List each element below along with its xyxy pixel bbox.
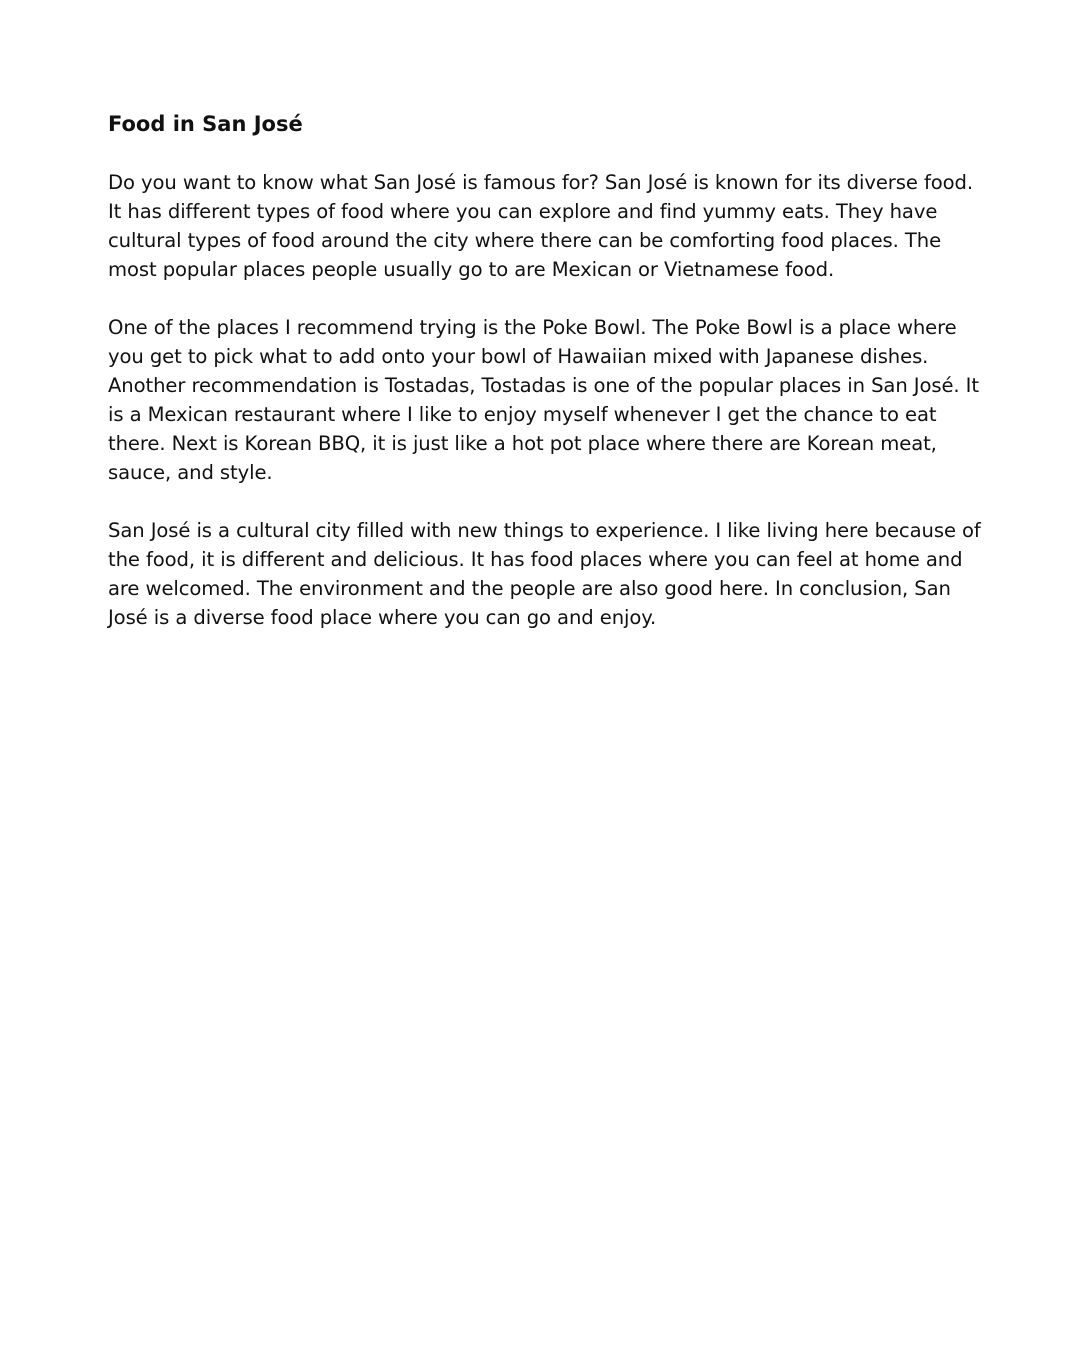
paragraph-recommendations: One of the places I recommend trying is the Poke Bowl. The Poke Bowl is a place where you get to pick what to add onto your bowl of Hawaiian mixed with Japanese dishes. Another recommendation is Tostadas, Tostadas is one of the popular places in San José. It is a Mexican restaurant where I like to enjoy myself whenever I get the chance to eat there. Next is Korean BBQ, it is just like a hot pot place where there are Korean meat, sauce, and style. — [108, 316, 979, 484]
paragraph-conclusion: San José is a cultural city filled with new things to experience. I like living here because of the food, it is different and delicious. It has food places where you can feel at home and are welcomed. The environment and the people are also good here. In conclusion, San José is a diverse food place where you can go and enjoy. — [108, 519, 981, 629]
paragraph-intro: Do you want to know what San José is famous for? San José is known for its diverse food. It has different types of food where you can explore and find yummy eats. They have cultural types of food around the city where there can be comforting food places. The most popular places people usually go to are Mexican or Vietnamese food. — [108, 171, 973, 281]
document-title: Food in San José — [108, 112, 303, 136]
